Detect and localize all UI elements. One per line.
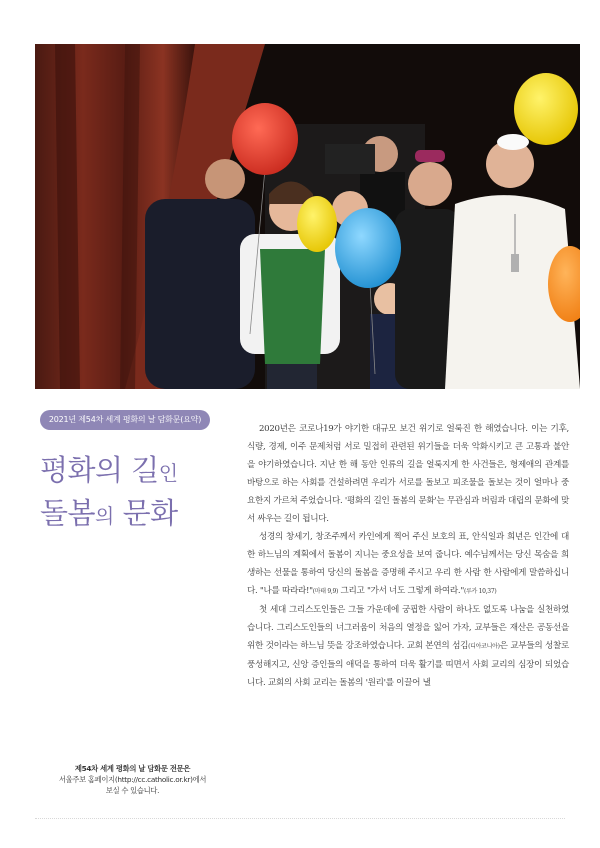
scripture-ref-2: (루카 10,37) [464,588,497,595]
title-line-2-particle: 의 [95,504,114,528]
scripture-ref-1: (마태 9,9) [312,588,339,595]
title-line-2-end: 문화 [113,496,178,530]
series-badge: 2021년 제54차 세계 평화의 날 담화문(요약) [40,410,210,430]
paragraph-2 [247,528,569,601]
source-note-line-1: 제54차 세계 평화의 날 담화문 전문은 [74,764,191,773]
title-line-1-main: 평화의 길 [40,453,159,487]
paragraph-3 [247,601,569,692]
paragraph-3-text-a: 첫 세대 그리스도인들은 그들 가운데에 궁핍한 사람이 하나도 없도록 나눔을 실천하였습니다. 그리스도인들의 너그러움이 처음의 열정을 잃어 가자, 교부들은 재산은 공동선을 위한 것이라는 하느님 뜻을 강조하였습니다. 교회 본연의 섬김 [247,605,569,651]
photo-illustration [35,44,580,389]
sidebar [40,410,225,536]
paragraph-3-ref: (디아코니아) [468,643,500,650]
title-line-2 [40,493,225,536]
footer-divider [35,818,565,819]
paragraph-3-text-b: 은 교부들의 성찰로 풍성해지고, 신앙 증인들의 애덕을 통하여 더욱 활기를 띠면서 사회 교리의 심장이 되었습니다. 교회의 사회 교리는 돌봄의 '원리'를 이끌어 낼 [247,641,569,688]
article-title [40,450,225,536]
title-line-1 [40,450,225,493]
paragraph-2-text-a: 성경의 창세기, 창조주께서 카인에게 찍어 주신 보호의 표, 안식일과 희년은 인간에 대한 하느님의 계획에서 돌봄이 지니는 중요성을 보여 줍니다. 예수님께서는 당신 목숨을 희생하는 선물을 통하여 당신의 돌봄을 증명해 주시고 우리 한 사람 한 사람에게 말씀하십니다. "나를 따라라!" [247,532,569,596]
paragraph-1: 2020년은 코로나19가 야기한 대규모 보건 위기로 얼룩진 한 해였습니다. 이는 기후, 식량, 경제, 이주 문제처럼 서로 밀접히 관련된 위기들을 더욱 악화시키고 큰 고통과 불안을 야기하였습니다. 지난 한 해 동안 인류의 길을 얼룩지게 한 사건들은, 형제애의 관계를 바탕으로 하는 사회를 건설하려면 우리가 서로를 돌보고 피조물을 돌보는 것이 얼마나 중요한지 가르쳐 주었습니다. '평화의 길인 돌봄의 문화'는 무관심과 버림과 대립의 문화에 맞서 싸우는 길이 됩니다. [247,424,569,524]
title-line-1-particle: 인 [158,461,178,485]
title-line-2-main: 돌봄 [40,496,96,530]
source-note [40,763,225,796]
paragraph-2-text-b: 그리고 "가서 너도 그렇게 하여라." [338,586,465,596]
cover-photo [35,44,580,389]
source-note-line-3: 보실 수 있습니다. [105,786,160,795]
article-body [247,420,569,692]
source-note-line-2: 서울주보 홈페이지(http://cc.catholic.or.kr)에서 [58,775,207,784]
